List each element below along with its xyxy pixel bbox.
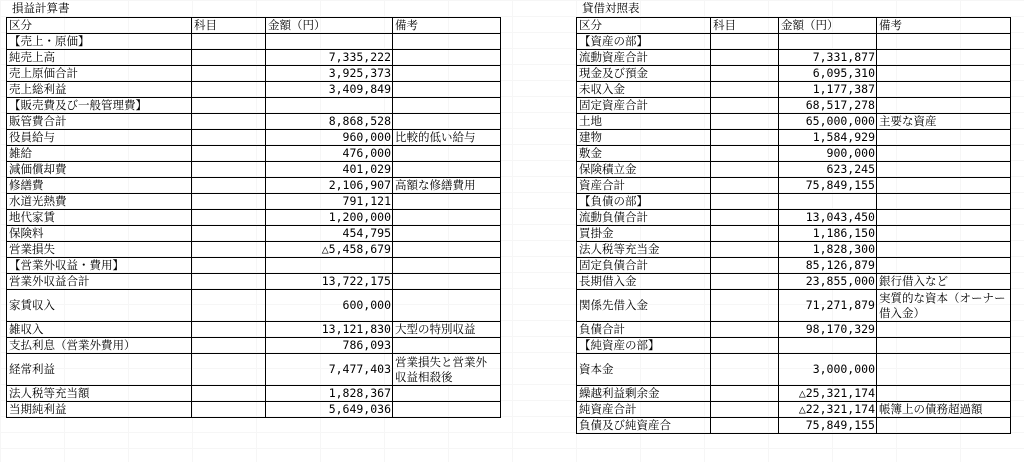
note-cell[interactable] [393,210,501,226]
row-label-cell[interactable]: 敷金 [577,146,711,162]
amount-cell[interactable] [266,258,393,274]
table-row [7,274,501,290]
amount-cell[interactable]: 3,925,373 [266,66,393,82]
row-label-cell[interactable]: 営業外収益合計 [7,274,192,290]
table-row [7,82,501,98]
table-row [577,386,1011,402]
column-header[interactable]: 科目 [711,18,779,34]
row-label-cell[interactable]: 営業損失 [7,242,192,258]
note-cell[interactable] [877,210,1011,226]
table-row [7,402,501,418]
table-row [577,226,1011,242]
note-cell[interactable] [393,338,501,354]
table-row [577,258,1011,274]
row-label-cell[interactable]: 法人税等充当額 [7,386,192,402]
row-label-cell[interactable]: 流動負債合計 [577,210,711,226]
note-cell[interactable] [393,34,501,50]
account-cell[interactable] [192,210,266,226]
column-header[interactable]: 金額（円） [266,18,393,34]
note-cell[interactable] [877,146,1011,162]
table-row [7,114,501,130]
table-row [577,242,1011,258]
account-cell[interactable] [711,194,779,210]
table-row [577,34,1011,50]
note-cell[interactable] [393,50,501,66]
table-row [7,258,501,274]
amount-cell[interactable]: 75,849,155 [779,178,877,194]
note-cell[interactable]: 大型の特別収益 [393,322,501,338]
balance-sheet-title: 貸借対照表 [582,1,640,15]
table-row [7,130,501,146]
row-label-cell[interactable]: 売上総利益 [7,82,192,98]
amount-cell[interactable]: 600,000 [266,290,393,322]
account-cell[interactable] [711,322,779,338]
table-row [577,338,1011,354]
account-cell[interactable] [192,290,266,322]
account-cell[interactable] [711,226,779,242]
account-cell[interactable] [192,274,266,290]
table-row [577,402,1011,418]
amount-cell[interactable]: 13,121,830 [266,322,393,338]
column-header[interactable]: 区分 [577,18,711,34]
amount-cell[interactable]: 23,855,000 [779,274,877,290]
table-row [577,274,1011,290]
row-label-cell[interactable]: 雑収入 [7,322,192,338]
account-cell[interactable] [711,402,779,418]
row-label-cell[interactable]: 売上原価合計 [7,66,192,82]
table-row [7,242,501,258]
note-cell[interactable] [393,194,501,210]
account-cell[interactable] [711,290,779,322]
note-cell[interactable]: 営業損失と営業外収益相殺後 [393,354,501,386]
row-label-cell[interactable]: 保険積立金 [577,162,711,178]
row-label-cell[interactable]: 修繕費 [7,178,192,194]
note-cell[interactable] [393,402,501,418]
table-row [7,322,501,338]
note-cell[interactable] [877,34,1011,50]
table-row [577,322,1011,338]
account-cell[interactable] [192,194,266,210]
table-row [577,98,1011,114]
row-label-cell[interactable]: 関係先借入金 [577,290,711,322]
table-row [7,290,501,322]
row-label-cell[interactable]: 固定資産合計 [577,98,711,114]
table-header-row [7,18,501,34]
row-label-cell[interactable]: 買掛金 [577,226,711,242]
note-cell[interactable] [393,162,501,178]
amount-cell[interactable]: 85,126,879 [779,258,877,274]
account-cell[interactable] [711,114,779,130]
note-cell[interactable]: 比較的低い給与 [393,130,501,146]
amount-cell[interactable] [779,338,877,354]
account-cell[interactable] [711,258,779,274]
account-cell[interactable] [711,386,779,402]
note-cell[interactable] [393,386,501,402]
amount-cell[interactable]: 791,121 [266,194,393,210]
amount-cell[interactable]: 13,722,175 [266,274,393,290]
row-label-cell[interactable]: 販管費合計 [7,114,192,130]
amount-cell[interactable]: 3,000,000 [779,354,877,386]
account-cell[interactable] [192,354,266,386]
amount-cell[interactable]: 13,043,450 [779,210,877,226]
amount-cell[interactable]: 3,409,849 [266,82,393,98]
account-cell[interactable] [711,98,779,114]
account-cell[interactable] [192,258,266,274]
row-label-cell[interactable]: 未収入金 [577,82,711,98]
row-label-cell[interactable]: 家賃収入 [7,290,192,322]
note-cell[interactable] [877,194,1011,210]
account-cell[interactable] [711,34,779,50]
amount-cell[interactable]: 900,000 [779,146,877,162]
row-label-cell[interactable]: 負債及び純資産合 [577,418,711,434]
note-cell[interactable] [877,338,1011,354]
amount-cell[interactable]: 5,649,036 [266,402,393,418]
table-row [577,146,1011,162]
account-cell[interactable] [192,226,266,242]
table-row [7,210,501,226]
row-label-cell[interactable]: 現金及び預金 [577,66,711,82]
amount-cell[interactable] [779,194,877,210]
note-cell[interactable]: 帳簿上の債務超過額 [877,402,1011,418]
column-header[interactable]: 区分 [7,18,192,34]
account-cell[interactable] [711,146,779,162]
row-label-cell[interactable]: 法人税等充当金 [577,242,711,258]
table-row [7,194,501,210]
note-cell[interactable] [877,130,1011,146]
note-cell[interactable] [393,226,501,242]
income-statement-title: 損益計算書 [12,1,70,15]
amount-cell[interactable]: 65,000,000 [779,114,877,130]
amount-cell[interactable]: 7,335,222 [266,50,393,66]
row-label-cell[interactable]: 資産合計 [577,178,711,194]
note-cell[interactable] [393,274,501,290]
note-cell[interactable] [877,50,1011,66]
row-label-cell[interactable]: 保険料 [7,226,192,242]
row-label-cell[interactable]: 土地 [577,114,711,130]
account-cell[interactable] [192,178,266,194]
amount-cell[interactable]: 454,795 [266,226,393,242]
note-cell[interactable] [877,98,1011,114]
account-cell[interactable] [192,114,266,130]
note-cell[interactable] [393,242,501,258]
note-cell[interactable] [393,258,501,274]
table-row [7,178,501,194]
note-cell[interactable] [877,258,1011,274]
row-label-cell[interactable]: 【純資産の部】 [577,338,711,354]
note-cell[interactable] [877,418,1011,434]
account-cell[interactable] [711,274,779,290]
table-row [7,66,501,82]
amount-cell[interactable]: 1,186,150 [779,226,877,242]
account-cell[interactable] [192,34,266,50]
income-statement-table [6,17,501,418]
amount-cell[interactable]: 1,828,367 [266,386,393,402]
account-cell[interactable] [192,130,266,146]
table-row [7,34,501,50]
amount-cell[interactable]: 98,170,329 [779,322,877,338]
row-label-cell[interactable]: 資本金 [577,354,711,386]
amount-cell[interactable] [266,98,393,114]
amount-cell[interactable] [779,34,877,50]
amount-cell[interactable] [266,34,393,50]
row-label-cell[interactable]: 水道光熱費 [7,194,192,210]
column-header[interactable]: 備考 [877,18,1011,34]
amount-cell[interactable]: 786,093 [266,338,393,354]
row-label-cell[interactable]: 【負債の部】 [577,194,711,210]
row-label-cell[interactable]: 負債合計 [577,322,711,338]
account-cell[interactable] [192,146,266,162]
amount-cell[interactable]: △22,321,174 [779,402,877,418]
row-label-cell[interactable]: 支払利息（営業外費用） [7,338,192,354]
amount-cell[interactable]: 6,095,310 [779,66,877,82]
row-label-cell[interactable]: 純売上高 [7,50,192,66]
table-row [577,178,1011,194]
row-label-cell[interactable]: 繰越利益剰余金 [577,386,711,402]
row-label-cell[interactable]: 流動資産合計 [577,50,711,66]
note-cell[interactable] [877,322,1011,338]
account-cell[interactable] [711,418,779,434]
table-row [7,98,501,114]
account-cell[interactable] [192,338,266,354]
amount-cell[interactable]: 623,245 [779,162,877,178]
table-row [577,290,1011,322]
account-cell[interactable] [192,98,266,114]
amount-cell[interactable]: 75,849,155 [779,418,877,434]
row-label-cell[interactable]: 地代家賃 [7,210,192,226]
note-cell[interactable]: 実質的な資本（オーナー借入金） [877,290,1011,322]
amount-cell[interactable]: 960,000 [266,130,393,146]
account-cell[interactable] [192,66,266,82]
note-cell[interactable] [877,226,1011,242]
table-row [7,226,501,242]
account-cell[interactable] [192,50,266,66]
row-label-cell[interactable]: 建物 [577,130,711,146]
table-row [7,146,501,162]
account-cell[interactable] [192,162,266,178]
row-label-cell[interactable]: 固定負債合計 [577,258,711,274]
account-cell[interactable] [192,242,266,258]
row-label-cell[interactable]: 役員給与 [7,130,192,146]
row-label-cell[interactable]: 【売上・原価】 [7,34,192,50]
account-cell[interactable] [711,338,779,354]
account-cell[interactable] [711,130,779,146]
income-statement [6,0,501,418]
note-cell[interactable] [877,242,1011,258]
table-row [7,162,501,178]
row-label-cell[interactable]: 【資産の部】 [577,34,711,50]
amount-cell[interactable]: 7,477,403 [266,354,393,386]
note-cell[interactable] [877,386,1011,402]
table-row [577,210,1011,226]
table-row [577,82,1011,98]
table-row [7,50,501,66]
table-row [7,386,501,402]
note-cell[interactable] [393,66,501,82]
row-label-cell[interactable]: 減価償却費 [7,162,192,178]
account-cell[interactable] [711,210,779,226]
column-header[interactable]: 科目 [192,18,266,34]
note-cell[interactable] [393,290,501,322]
amount-cell[interactable]: 71,271,879 [779,290,877,322]
table-row [577,418,1011,434]
amount-cell[interactable]: 401,029 [266,162,393,178]
balance-sheet-table [576,17,1011,434]
amount-cell[interactable]: 8,868,528 [266,114,393,130]
account-cell[interactable] [711,162,779,178]
table-row [7,354,501,386]
table-row [577,162,1011,178]
amount-cell[interactable]: 2,106,907 [266,178,393,194]
account-cell[interactable] [192,82,266,98]
note-cell[interactable]: 主要な資産 [877,114,1011,130]
note-cell[interactable]: 高額な修繕費用 [393,178,501,194]
amount-cell[interactable]: △5,458,679 [266,242,393,258]
account-cell[interactable] [192,402,266,418]
row-label-cell[interactable]: 【販売費及び一般管理費】 [7,98,192,114]
table-row [577,130,1011,146]
row-label-cell[interactable]: 長期借入金 [577,274,711,290]
amount-cell[interactable]: 1,200,000 [266,210,393,226]
note-cell[interactable] [393,98,501,114]
account-cell[interactable] [711,354,779,386]
account-cell[interactable] [192,322,266,338]
note-cell[interactable]: 銀行借入など [877,274,1011,290]
column-header[interactable]: 金額（円） [779,18,877,34]
amount-cell[interactable]: 1,177,387 [779,82,877,98]
note-cell[interactable] [877,162,1011,178]
account-cell[interactable] [711,82,779,98]
amount-cell[interactable]: △25,321,174 [779,386,877,402]
table-row [577,66,1011,82]
amount-cell[interactable]: 1,584,929 [779,130,877,146]
note-cell[interactable] [877,66,1011,82]
table-row [577,194,1011,210]
note-cell[interactable] [393,114,501,130]
row-label-cell[interactable]: 【営業外収益・費用】 [7,258,192,274]
note-cell[interactable] [877,178,1011,194]
account-cell[interactable] [711,178,779,194]
row-label-cell[interactable]: 雑給 [7,146,192,162]
table-header-row [577,18,1011,34]
row-label-cell[interactable]: 経常利益 [7,354,192,386]
account-cell[interactable] [192,386,266,402]
table-row [577,354,1011,386]
column-header[interactable]: 備考 [393,18,501,34]
account-cell[interactable] [711,242,779,258]
note-cell[interactable] [877,354,1011,386]
note-cell[interactable] [393,82,501,98]
account-cell[interactable] [711,66,779,82]
amount-cell[interactable]: 476,000 [266,146,393,162]
account-cell[interactable] [711,50,779,66]
row-label-cell[interactable]: 当期純利益 [7,402,192,418]
amount-cell[interactable]: 7,331,877 [779,50,877,66]
row-label-cell[interactable]: 純資産合計 [577,402,711,418]
note-cell[interactable] [877,82,1011,98]
table-row [7,338,501,354]
note-cell[interactable] [393,146,501,162]
amount-cell[interactable]: 1,828,300 [779,242,877,258]
balance-sheet [576,0,1011,434]
table-row [577,114,1011,130]
table-row [577,50,1011,66]
amount-cell[interactable]: 68,517,278 [779,98,877,114]
